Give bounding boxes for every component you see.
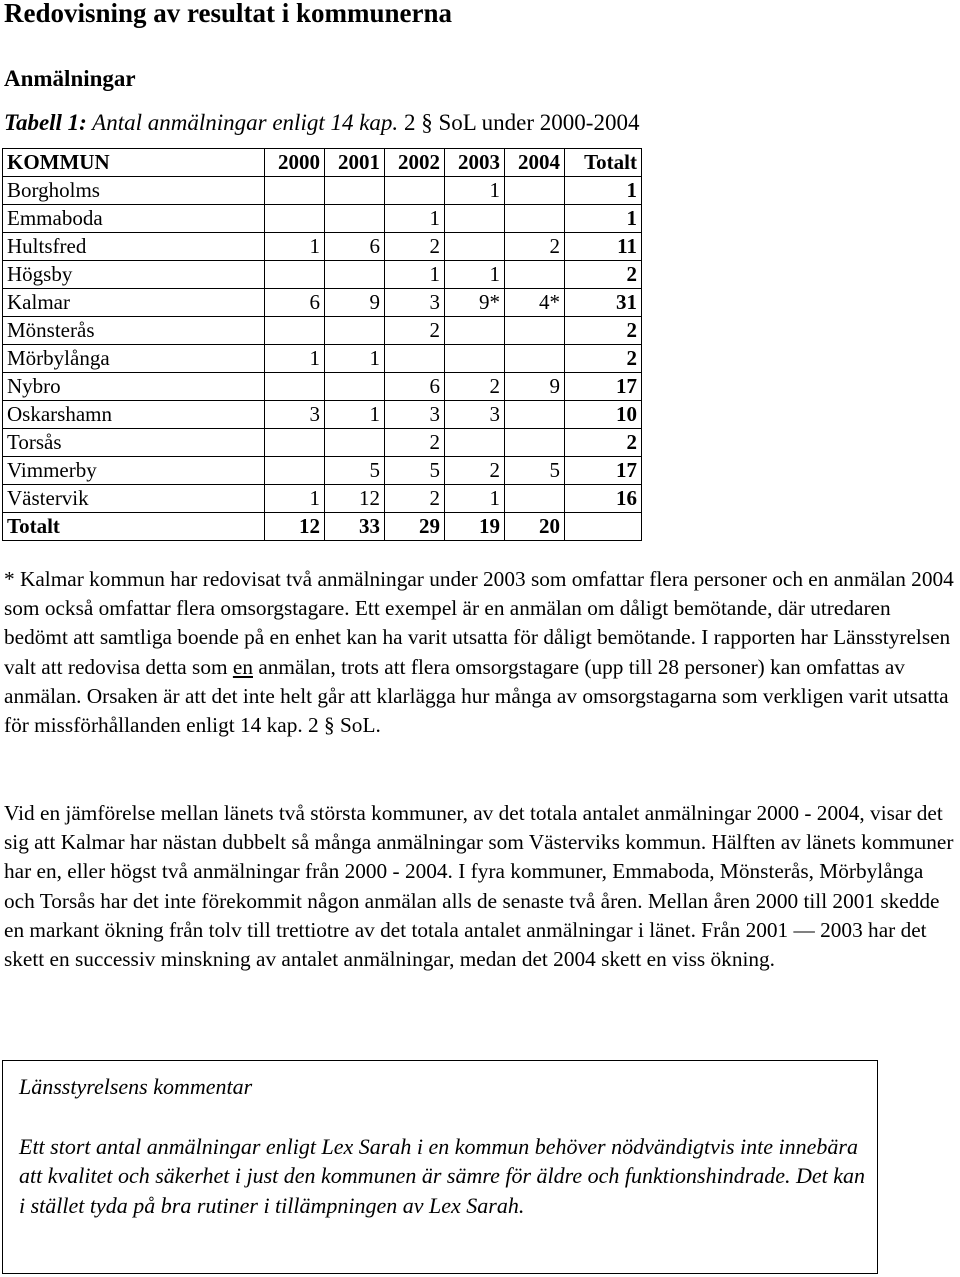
total-cell: 1 [565, 177, 642, 205]
kommun-cell: Mörbylånga [3, 345, 265, 373]
year-cell [325, 177, 385, 205]
year-cell: 19 [445, 513, 505, 541]
year-cell: 4* [505, 289, 565, 317]
table-row [3, 233, 642, 261]
kommun-cell: Kalmar [3, 289, 265, 317]
year-cell: 6 [265, 289, 325, 317]
year-cell [325, 429, 385, 457]
year-cell [265, 429, 325, 457]
year-cell: 2 [445, 457, 505, 485]
table-row [3, 373, 642, 401]
year-cell: 3 [385, 289, 445, 317]
year-cell: 6 [385, 373, 445, 401]
year-cell: 2003 [445, 149, 505, 177]
reports-table-body [3, 149, 642, 541]
table-row [3, 205, 642, 233]
year-cell [445, 205, 505, 233]
year-cell: 20 [505, 513, 565, 541]
year-cell: 5 [385, 457, 445, 485]
kommun-cell: Totalt [3, 513, 265, 541]
year-cell [265, 261, 325, 289]
table-row [3, 429, 642, 457]
reports-table [2, 148, 642, 541]
total-cell: 2 [565, 429, 642, 457]
year-cell: 1 [445, 261, 505, 289]
year-cell [505, 485, 565, 513]
kommun-cell: Borgholms [3, 177, 265, 205]
section-heading: Anmälningar [4, 66, 136, 91]
table-row [3, 289, 642, 317]
kommun-cell: Vimmerby [3, 457, 265, 485]
year-cell: 2 [385, 429, 445, 457]
year-cell: 9 [325, 289, 385, 317]
year-cell: 2 [505, 233, 565, 261]
comment-box-title: Länsstyrelsens kommentar [19, 1074, 253, 1099]
page-title: Redovisning av resultat i kommunerna [4, 0, 453, 28]
footnote-text-2: anmälan, trots att flera omsorgstagare (upp till 28 personer) kan omfattas av anmälan. Orsaken är att det inte helt går att klarlägga hur många av omsorgstagarna som verkligen varit utsatta för missförhållanden enligt 14 kap. 2 § SoL. [4, 654, 949, 738]
table-caption-text: Antal anmälningar enligt 14 kap. [86, 110, 399, 135]
total-cell: Totalt [565, 149, 642, 177]
total-cell: 10 [565, 401, 642, 429]
footnote [4, 565, 959, 740]
year-cell: 5 [325, 457, 385, 485]
year-cell: 9 [505, 373, 565, 401]
analysis-paragraph: Vid en jämförelse mellan länets två största kommuner, av det totala antalet anmälningar 2000 - 2004, visar det sig att Kalmar har nästan dubbelt så många anmälningar som Västerviks kommun. Hälften av länets kommuner har en, eller högst två anmälningar från 2000 - 2004. I fyra kommuner, Emmaboda, Mönsterås, Mörbylånga och Torsås har det inte förekommit någon anmälan alls de senaste två åren. Mellan åren 2000 till 2001 skedde en markant ökning från tolv till trettiotre av det totala antalet anmälningar i länet. Från 2001 — 2003 har det skett en successiv minskning av antalet anmälningar, medan det 2004 skett en viss ökning. [4, 801, 954, 972]
table-row [3, 177, 642, 205]
year-cell [265, 205, 325, 233]
kommun-cell: Torsås [3, 429, 265, 457]
year-cell: 1 [325, 401, 385, 429]
year-cell: 3 [265, 401, 325, 429]
year-cell [445, 233, 505, 261]
table-caption [4, 108, 639, 138]
year-cell [505, 429, 565, 457]
year-cell [385, 345, 445, 373]
table-totals-row [3, 513, 642, 541]
year-cell: 2000 [265, 149, 325, 177]
table-caption-rest: 2 § SoL under 2000-2004 [398, 110, 640, 135]
year-cell [505, 345, 565, 373]
table-row [3, 485, 642, 513]
kommun-cell: Västervik [3, 485, 265, 513]
year-cell: 1 [385, 205, 445, 233]
year-cell [325, 317, 385, 345]
kommun-cell: Högsby [3, 261, 265, 289]
year-cell: 1 [445, 177, 505, 205]
total-cell: 31 [565, 289, 642, 317]
kommun-cell: Emmaboda [3, 205, 265, 233]
table-row [3, 317, 642, 345]
year-cell [445, 345, 505, 373]
year-cell [325, 373, 385, 401]
year-cell: 2 [385, 317, 445, 345]
table-caption-label: Tabell 1: [4, 110, 87, 135]
year-cell: 2 [385, 233, 445, 261]
year-cell: 33 [325, 513, 385, 541]
year-cell [325, 261, 385, 289]
year-cell: 6 [325, 233, 385, 261]
kommun-cell: Nybro [3, 373, 265, 401]
table-header-row [3, 149, 642, 177]
footnote-underlined: en [232, 654, 253, 679]
year-cell: 9* [445, 289, 505, 317]
total-cell [565, 513, 642, 541]
total-cell: 17 [565, 373, 642, 401]
comment-box [2, 1060, 878, 1274]
year-cell [445, 317, 505, 345]
year-cell: 1 [265, 345, 325, 373]
total-cell: 11 [565, 233, 642, 261]
year-cell: 2002 [385, 149, 445, 177]
table-row [3, 401, 642, 429]
year-cell: 1 [385, 261, 445, 289]
year-cell: 2 [445, 373, 505, 401]
year-cell [445, 429, 505, 457]
year-cell: 2 [385, 485, 445, 513]
year-cell: 2004 [505, 149, 565, 177]
year-cell: 1 [325, 345, 385, 373]
year-cell: 1 [445, 485, 505, 513]
year-cell [265, 177, 325, 205]
year-cell [325, 205, 385, 233]
year-cell: 3 [385, 401, 445, 429]
year-cell [505, 177, 565, 205]
total-cell: 16 [565, 485, 642, 513]
year-cell [265, 457, 325, 485]
total-cell: 2 [565, 261, 642, 289]
kommun-cell: Oskarshamn [3, 401, 265, 429]
total-cell: 2 [565, 317, 642, 345]
year-cell [505, 205, 565, 233]
year-cell: 12 [325, 485, 385, 513]
kommun-cell: KOMMUN [3, 149, 265, 177]
year-cell [265, 373, 325, 401]
total-cell: 1 [565, 205, 642, 233]
year-cell [385, 177, 445, 205]
table-row [3, 457, 642, 485]
year-cell [505, 401, 565, 429]
year-cell: 2001 [325, 149, 385, 177]
table-row [3, 261, 642, 289]
year-cell [505, 317, 565, 345]
table-row [3, 345, 642, 373]
footnote-text-1: * Kalmar kommun har redovisat två anmälningar under 2003 som omfattar flera personer och en anmälan 2004 som också omfattar flera omsorgstagare. Ett exempel är en anmälan om dåligt bemötande, där utredaren bedömt att samtliga boende på en enhet kan ha varit utsatta för dåligt bemötande. I rapporten har Länsstyrelsen valt att redovisa detta som [4, 567, 954, 679]
total-cell: 2 [565, 345, 642, 373]
year-cell [265, 317, 325, 345]
kommun-cell: Hultsfred [3, 233, 265, 261]
year-cell: 1 [265, 485, 325, 513]
year-cell: 1 [265, 233, 325, 261]
year-cell: 3 [445, 401, 505, 429]
year-cell: 5 [505, 457, 565, 485]
total-cell: 17 [565, 457, 642, 485]
comment-box-text: Ett stort antal anmälningar enligt Lex Sarah i en kommun behöver nödvändigtvis inte innebära att kvalitet och säkerhet i just den kommunen är sämre för äldre och funktionshindrade. Det kan i stället tyda på bra rutiner i tillämpningen av Lex Sarah. [19, 1134, 866, 1218]
year-cell: 29 [385, 513, 445, 541]
kommun-cell: Mönsterås [3, 317, 265, 345]
year-cell [505, 261, 565, 289]
year-cell: 12 [265, 513, 325, 541]
